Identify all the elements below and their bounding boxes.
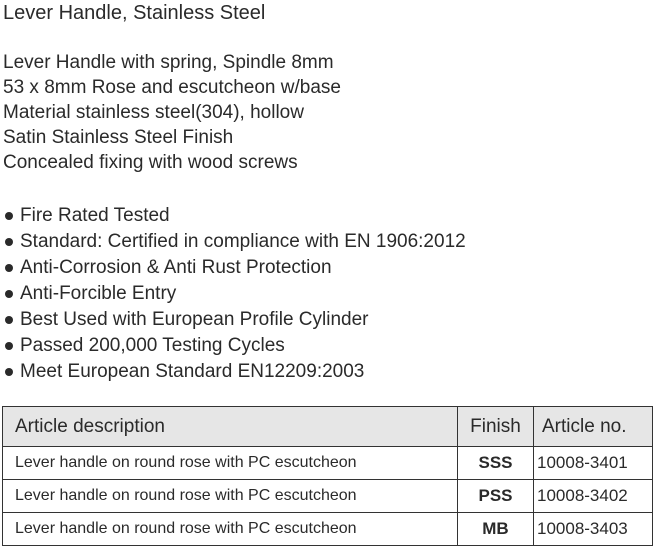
header-article-description: Article description <box>3 407 458 447</box>
description-line: 53 x 8mm Rose and escutcheon w/base <box>3 77 341 98</box>
table-row <box>3 447 653 480</box>
table-row <box>3 480 653 513</box>
table-row <box>3 513 653 546</box>
cell-finish: MB <box>458 513 534 546</box>
article-table <box>2 406 653 546</box>
description-line: Concealed fixing with wood screws <box>3 152 298 173</box>
header-finish: Finish <box>458 407 534 447</box>
description-line: Material stainless steel(304), hollow <box>3 102 304 123</box>
cell-finish: PSS <box>458 480 534 513</box>
cell-article-no: 10008-3401 <box>534 447 653 480</box>
feature-text: Standard: Certified in compliance with EN 1906:2012 <box>20 231 466 252</box>
cell-description: Lever handle on round rose with PC escutcheon <box>3 480 458 513</box>
feature-item <box>3 281 466 307</box>
cell-finish: SSS <box>458 447 534 480</box>
feature-text: Passed 200,000 Testing Cycles <box>20 335 285 356</box>
feature-item <box>3 229 466 255</box>
feature-text: Anti-Corrosion & Anti Rust Protection <box>20 257 332 278</box>
feature-item <box>3 307 466 333</box>
bullet-icon <box>5 342 13 350</box>
table-header-row <box>3 407 653 447</box>
feature-item <box>3 203 466 229</box>
bullet-icon <box>5 316 13 324</box>
header-article-no: Article no. <box>534 407 653 447</box>
product-title: Lever Handle, Stainless Steel <box>3 2 266 24</box>
feature-text: Anti-Forcible Entry <box>20 283 177 304</box>
cell-article-no: 10008-3403 <box>534 513 653 546</box>
bullet-icon <box>5 212 13 220</box>
bullet-icon <box>5 290 13 298</box>
bullet-icon <box>5 264 13 272</box>
bullet-icon <box>5 368 13 376</box>
cell-article-no: 10008-3402 <box>534 480 653 513</box>
feature-item <box>3 255 466 281</box>
cell-description: Lever handle on round rose with PC escutcheon <box>3 513 458 546</box>
cell-description: Lever handle on round rose with PC escutcheon <box>3 447 458 480</box>
feature-text: Meet European Standard EN12209:2003 <box>20 361 365 382</box>
feature-item <box>3 333 466 359</box>
feature-item <box>3 359 466 385</box>
feature-text: Fire Rated Tested <box>20 205 170 226</box>
bullet-icon <box>5 238 13 246</box>
feature-list <box>3 203 466 385</box>
feature-text: Best Used with European Profile Cylinder <box>20 309 369 330</box>
description-line: Lever Handle with spring, Spindle 8mm <box>3 52 334 73</box>
description-line: Satin Stainless Steel Finish <box>3 127 234 148</box>
product-description <box>3 50 341 175</box>
